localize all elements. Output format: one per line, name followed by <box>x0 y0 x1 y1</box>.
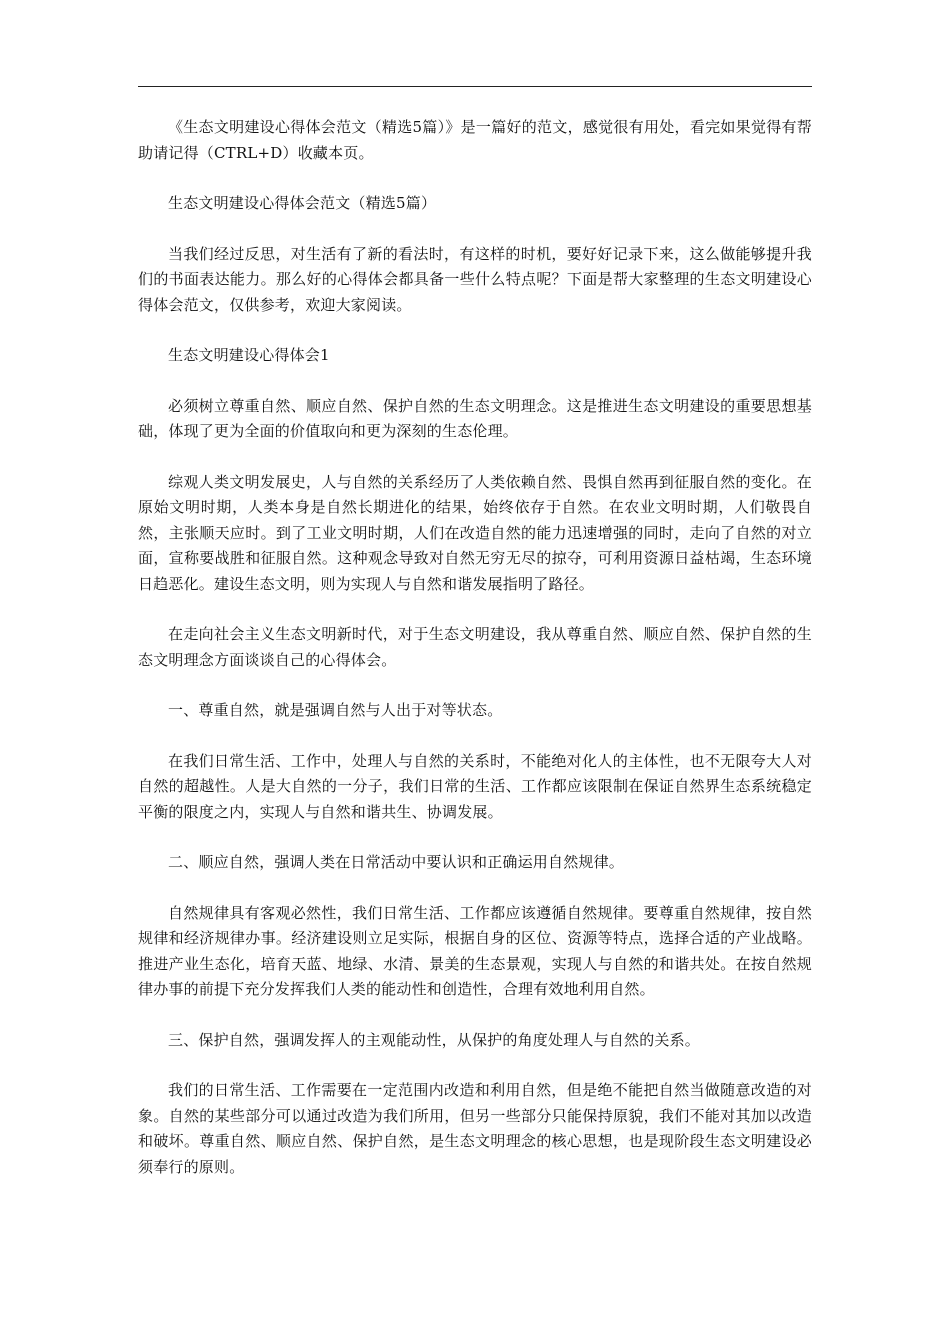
body-paragraph: 在走向社会主义生态文明新时代，对于生态文明建设，我从尊重自然、顺应自然、保护自然的生态文明理念方面谈谈自己的心得体会。 <box>138 625 812 669</box>
subheading-respect-nature: 一、尊重自然，就是强调自然与人出于对等状态。 <box>168 701 503 719</box>
body-paragraph: 在我们日常生活、工作中，处理人与自然的关系时，不能绝对化人的主体性，也不无限夸大人对自然的超越性。人是大自然的一分子，我们日常的生活、工作都应该限制在保证自然界生态系统稳定平衡的限度之内，实现人与自然和谐共生、协调发展。 <box>138 751 812 821</box>
body-paragraph: 综观人类文明发展史，人与自然的关系经历了人类依赖自然、畏惧自然再到征服自然的变化。在原始文明时期，人类本身是自然长期进化的结果，始终依存于自然。在农业文明时期，人们敬畏自然，主张顺天应时。到了工业文明时期，人们在改造自然的能力迅速增强的同时，走向了自然的对立面，宣称要战胜和征服自然。这种观念导致对自然无穷无尽的掠夺，可利用资源日益枯竭，生态环境日趋恶化。建设生态文明，则为实现人与自然和谐发展指明了路径。 <box>138 472 812 593</box>
section-heading-1: 生态文明建设心得体会1 <box>168 346 330 364</box>
subheading-protect-nature: 三、保护自然，强调发挥人的主观能动性，从保护的角度处理人与自然的关系。 <box>168 1030 701 1049</box>
body-paragraph: 我们的日常生活、工作需要在一定范围内改造和利用自然，但是绝不能把自然当做随意改造的对象。自然的某些部分可以通过改造为我们所用，但另一些部分只能保持原貌，我们不能对其加以改造和破坏。尊重自然、顺应自然、保护自然，是生态文明理念的核心思想，也是现阶段生态文明建设必须奉行的原则。 <box>138 1081 812 1176</box>
body-paragraph: 自然规律具有客观必然性，我们日常生活、工作都应该遵循自然规律。要尊重自然规律，按自然规律和经济规律办事。经济建设则立足实际，根据自身的区位、资源等特点，选择合适的产业战略。推进产业生态化，培育天蓝、地绿、水清、景美的生态景观，实现人与自然的和谐共处。在按自然规律办事的前提下充分发挥我们人类的能动性和创造性，合理有效地利用自然。 <box>138 903 812 998</box>
intro-note: 《生态文明建设心得体会范文（精选5篇）》是一篇好的范文，感觉很有用处，看完如果觉得有帮助请记得（CTRL+D）收藏本页。 <box>138 118 812 162</box>
document-title: 生态文明建设心得体会范文（精选5篇） <box>168 194 437 212</box>
preface-paragraph: 当我们经过反思，对生活有了新的看法时，有这样的时机，要好好记录下来，这么做能够提升我们的书面表达能力。那么好的心得体会都具备一些什么特点呢？下面是帮大家整理的生态文明建设心得体会范文，仅供参考，欢迎大家阅读。 <box>138 244 812 314</box>
body-paragraph: 必须树立尊重自然、顺应自然、保护自然的生态文明理念。这是推进生态文明建设的重要思想基础，体现了更为全面的价值取向和更为深刻的生态伦理。 <box>138 396 812 440</box>
header-rule <box>138 86 812 87</box>
document-body <box>138 115 812 1205</box>
subheading-conform-nature: 二、顺应自然，强调人类在日常活动中要认识和正确运用自然规律。 <box>168 853 625 871</box>
